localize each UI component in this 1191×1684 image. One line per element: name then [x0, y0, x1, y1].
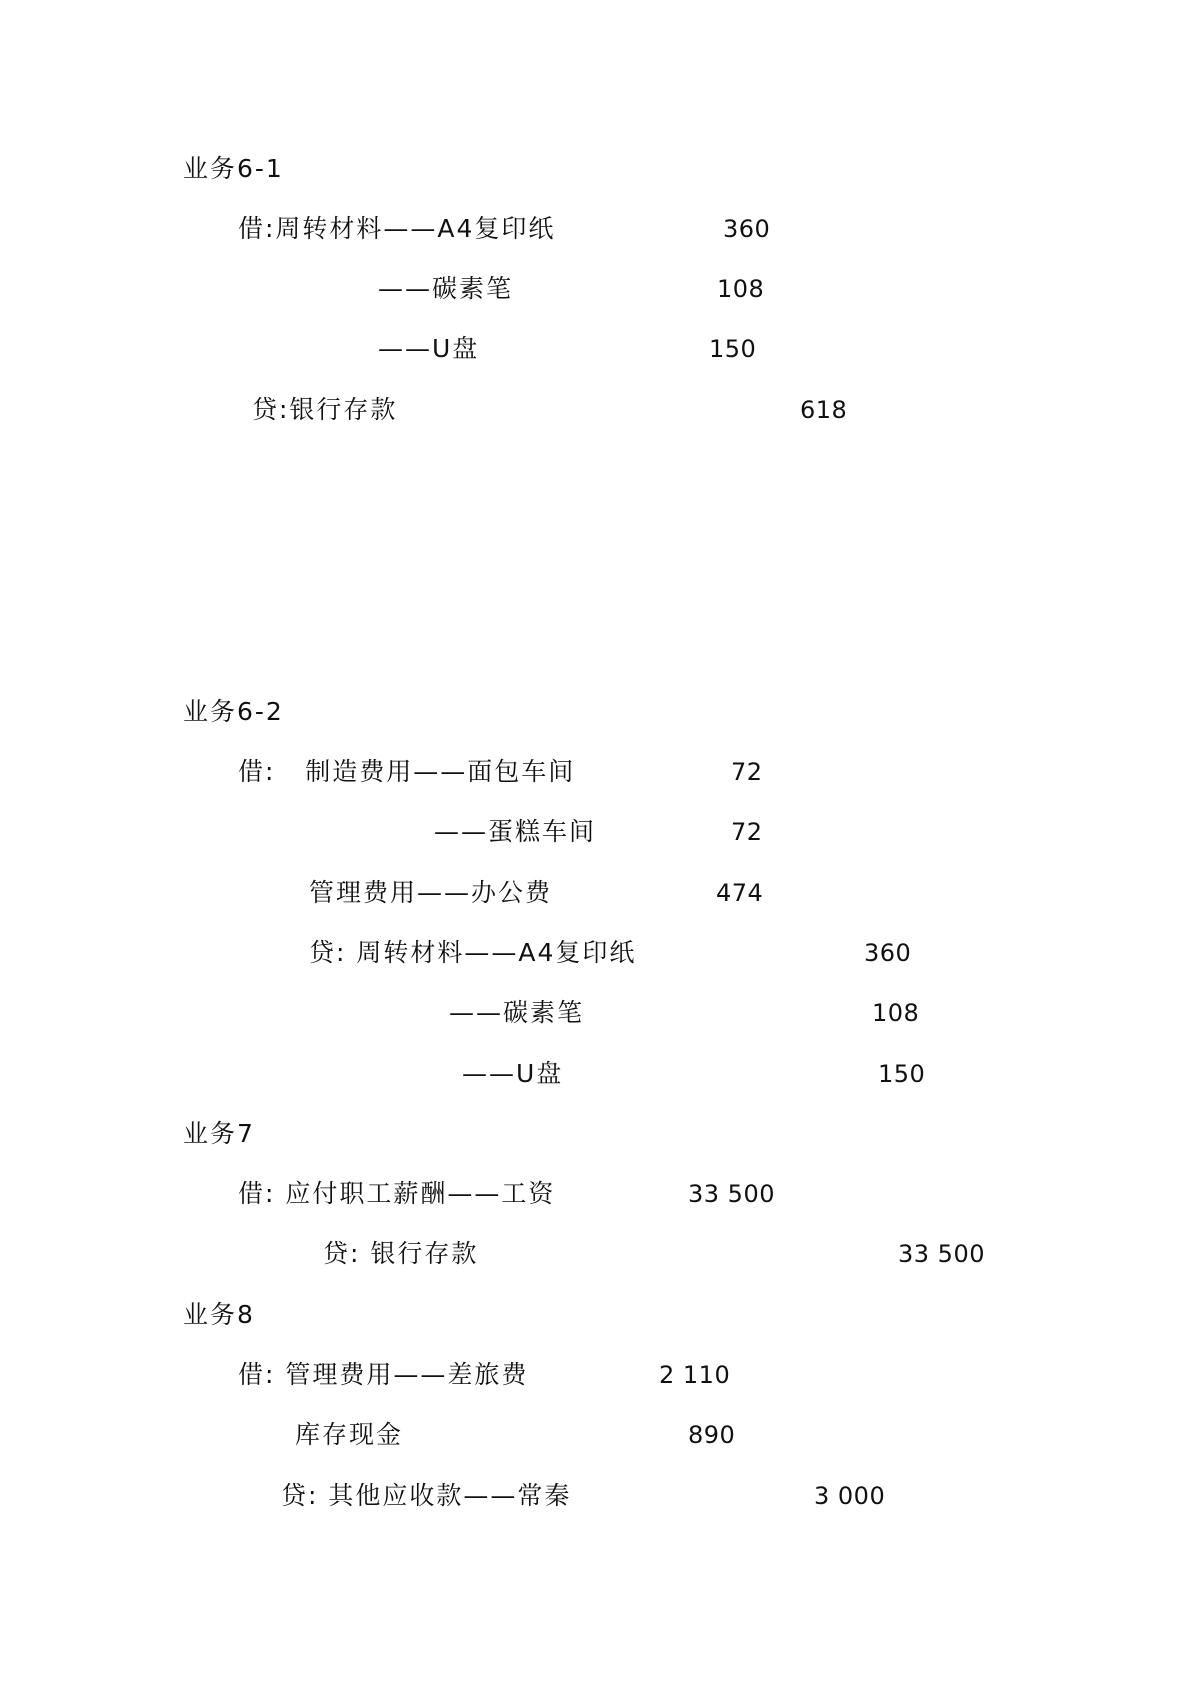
entry-6-2-debit-amount: 72 — [731, 818, 763, 846]
entry-6-1-credit-line: 贷:银行存款 — [252, 395, 398, 424]
entry-6-2-title: 业务6-2 — [183, 697, 284, 726]
entry-7-title: 业务7 — [183, 1119, 255, 1148]
entry-6-2-debit-amount: 474 — [716, 879, 764, 907]
entry-6-1-debit-amount: 150 — [709, 335, 757, 363]
entry-6-2-debit-amount: 72 — [731, 758, 763, 786]
entry-6-1-credit-amount: 618 — [800, 396, 848, 424]
entry-6-1-debit-amount: 108 — [717, 275, 765, 303]
entry-6-2-credit-line: 贷: 周转材料——A4复印纸 — [309, 938, 637, 967]
entry-7-debit-amount: 33 500 — [688, 1180, 775, 1208]
entry-6-1-debit-line: ——U盘 — [378, 334, 480, 363]
entry-8-title: 业务8 — [183, 1300, 255, 1329]
entry-8-credit-line: 贷: 其他应收款——常秦 — [281, 1481, 572, 1510]
entry-6-2-credit-line: ——U盘 — [462, 1059, 564, 1088]
entry-6-2-credit-amount: 360 — [864, 939, 912, 967]
entry-6-2-credit-amount: 108 — [872, 999, 920, 1027]
entry-6-1-debit-line: 借:周转材料——A4复印纸 — [238, 214, 556, 243]
entry-6-2-credit-amount: 150 — [878, 1060, 926, 1088]
entry-6-2-debit-line: ——蛋糕车间 — [434, 817, 597, 846]
entry-7-credit-line: 贷: 银行存款 — [323, 1239, 479, 1268]
entry-6-1-debit-amount: 360 — [723, 215, 771, 243]
entry-6-1-title: 业务6-1 — [183, 154, 284, 183]
entry-7-debit-line: 借: 应付职工薪酬——工资 — [238, 1179, 556, 1208]
entry-6-2-credit-line: ——碳素笔 — [449, 998, 585, 1027]
entry-6-2-debit-line: 管理费用——办公费 — [309, 878, 553, 907]
entry-8-debit-amount: 890 — [688, 1421, 736, 1449]
entry-8-debit-line: 库存现金 — [295, 1420, 404, 1449]
entry-8-credit-amount: 3 000 — [814, 1482, 886, 1510]
entry-7-credit-amount: 33 500 — [898, 1240, 985, 1268]
entry-8-debit-amount: 2 110 — [659, 1361, 731, 1389]
entry-6-2-debit-line: 借: 制造费用——面包车间 — [238, 757, 576, 786]
entry-6-1-debit-line: ——碳素笔 — [378, 274, 514, 303]
entry-8-debit-line: 借: 管理费用——差旅费 — [238, 1360, 529, 1389]
